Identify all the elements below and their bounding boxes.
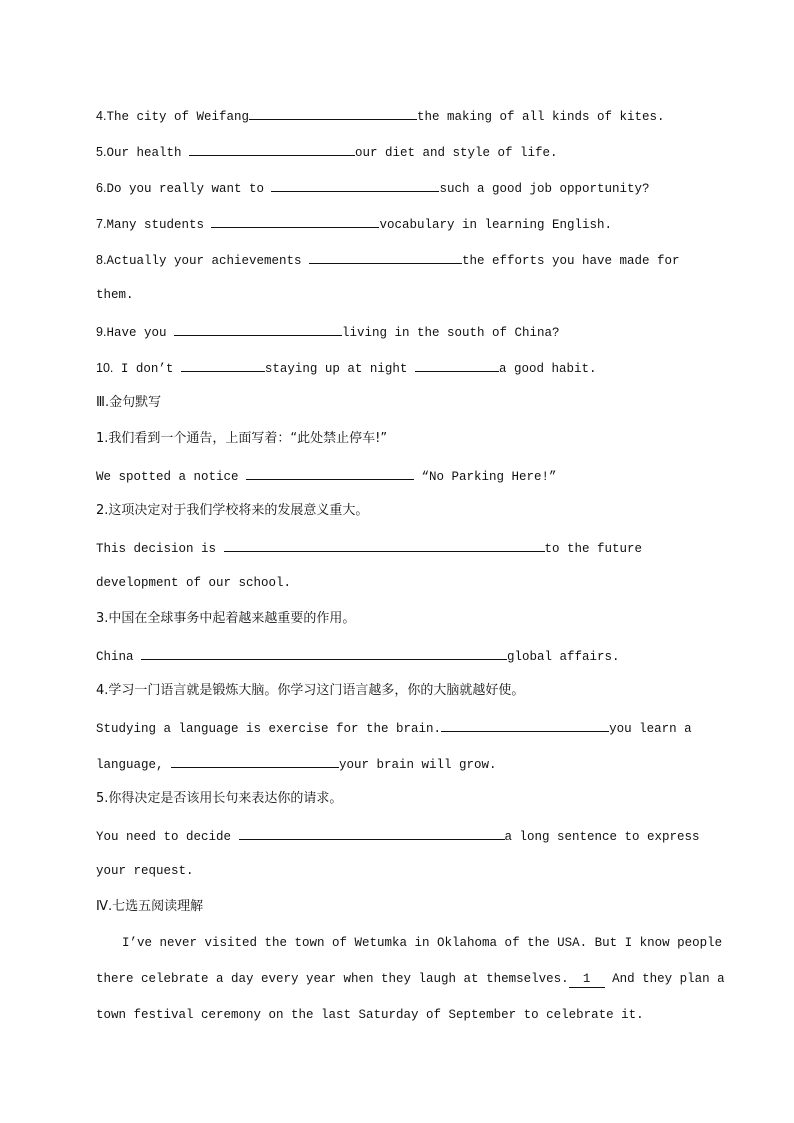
sentence-text: a long sentence to express (504, 830, 700, 844)
question-text: vocabulary in learning English. (379, 218, 613, 232)
sentence-text: to the future (544, 542, 643, 556)
sentence-text: global affairs. (507, 650, 620, 664)
sentence-text: you learn a (609, 722, 692, 736)
answer-blank[interactable] (271, 179, 439, 192)
question-text: such a good job opportunity? (439, 182, 650, 196)
question-8-continuation: them. (96, 288, 134, 302)
question-number: 9. (96, 325, 107, 339)
sentence-1-english (96, 467, 557, 485)
sentence-4-continuation (96, 755, 497, 773)
question-number: 5. (96, 145, 107, 159)
answer-blank[interactable] (249, 107, 417, 120)
question-text: the efforts you have made for (461, 254, 680, 268)
passage-line-2 (96, 971, 725, 988)
answer-blank[interactable] (189, 143, 355, 156)
question-10 (96, 359, 596, 377)
question-6 (96, 179, 650, 197)
sentence-4-english (96, 719, 692, 737)
answer-blank[interactable] (239, 827, 505, 840)
sentence-text: “No Parking Here!” (414, 470, 557, 484)
passage-line-3: town festival ceremony on the last Saturday of September to celebrate it. (96, 1008, 644, 1022)
question-number: 4. (96, 109, 107, 123)
answer-blank[interactable] (246, 467, 414, 480)
sentence-3-english (96, 647, 620, 665)
question-text: staying up at night (264, 362, 415, 376)
answer-blank[interactable] (171, 755, 339, 768)
sentence-5-chinese: 5.你得决定是否该用长句来表达你的请求。 (96, 791, 343, 806)
passage-text: there celebrate a day every year when they laugh at themselves. (96, 972, 569, 986)
sentence-text: We spotted a notice (96, 470, 247, 484)
sentence-text: You need to decide (96, 830, 239, 844)
sentence-text: Studying a language is exercise for the brain. (96, 722, 442, 736)
question-text: Many students (106, 218, 212, 232)
section-3-heading: Ⅲ.金句默写 (96, 395, 162, 410)
sentence-2-chinese: 2.这项决定对于我们学校将来的发展意义重大。 (96, 503, 369, 518)
answer-blank[interactable] (211, 215, 379, 228)
question-number: 6. (96, 181, 107, 195)
answer-blank[interactable] (441, 719, 609, 732)
sentence-5-continuation: your request. (96, 864, 194, 878)
question-text: I don’t (113, 362, 181, 376)
sentence-text: your brain will grow. (339, 758, 497, 772)
passage-blank-1[interactable]: 1 (569, 971, 605, 988)
answer-blank[interactable] (309, 251, 462, 264)
sentence-text: China (96, 650, 142, 664)
sentence-2-continuation: development of our school. (96, 576, 292, 590)
passage-text: And they plan a (604, 972, 725, 986)
question-text: The city of Weifang (106, 110, 249, 124)
passage-line-1: I’ve never visited the town of Wetumka in Oklahoma of the USA. But I know people (122, 936, 723, 950)
question-number: 10. (96, 361, 114, 375)
question-text: a good habit. (498, 362, 597, 376)
question-5 (96, 143, 558, 161)
sentence-4-chinese: 4.学习一门语言就是锻炼大脑。你学习这门语言越多，你的大脑就越好使。 (96, 683, 525, 698)
question-text: Actually your achievements (106, 254, 309, 268)
question-7 (96, 215, 612, 233)
answer-blank[interactable] (174, 323, 342, 336)
question-text: our diet and style of life. (354, 146, 558, 160)
question-text: Our health (106, 146, 189, 160)
question-9 (96, 323, 560, 341)
sentence-text: language, (96, 758, 172, 772)
question-8 (96, 251, 680, 269)
section-4-heading: Ⅳ.七选五阅读理解 (96, 899, 204, 914)
question-text: Do you really want to (106, 182, 272, 196)
question-text: living in the south of China? (341, 326, 560, 340)
sentence-3-chinese: 3.中国在全球事务中起着越来越重要的作用。 (96, 611, 356, 626)
answer-blank[interactable] (141, 647, 507, 660)
sentence-5-english (96, 827, 700, 845)
sentence-2-english (96, 539, 642, 557)
answer-blank[interactable] (181, 359, 265, 372)
question-number: 8. (96, 253, 107, 267)
answer-blank[interactable] (415, 359, 499, 372)
answer-blank[interactable] (224, 539, 545, 552)
sentence-1-chinese: 1.我们看到一个通告，上面写着：“此处禁止停车!” (96, 431, 388, 446)
sentence-text: This decision is (96, 542, 224, 556)
question-text: the making of all kinds of kites. (416, 110, 665, 124)
question-number: 7. (96, 217, 107, 231)
question-4 (96, 107, 665, 125)
question-text: Have you (106, 326, 174, 340)
